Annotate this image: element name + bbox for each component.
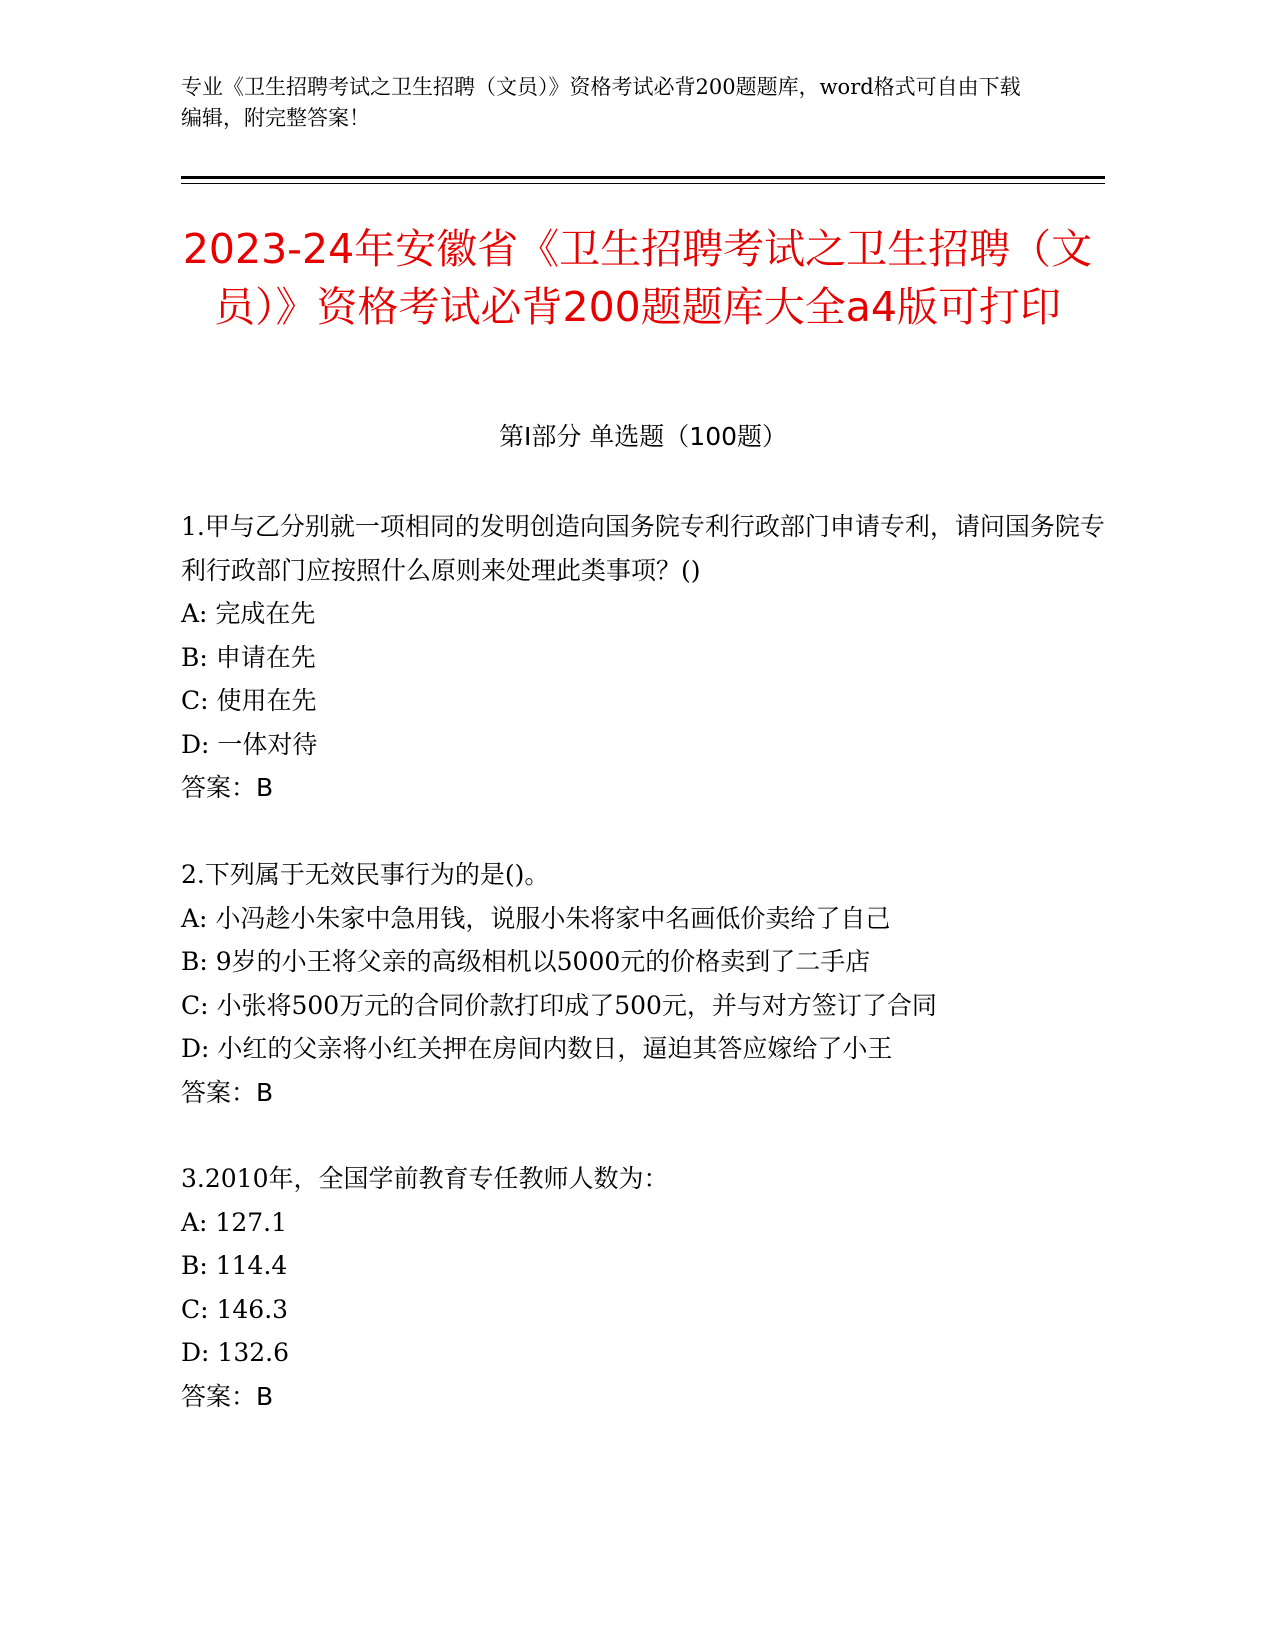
- option-a: A: 127.1: [181, 1207, 287, 1237]
- option-b: B: 9岁的小王将父亲的高级相机以5000元的价格卖到了二手店: [181, 947, 871, 976]
- option-b: B: 申请在先: [181, 642, 316, 672]
- question-3: [181, 1157, 1105, 1418]
- option-d: D: 一体对待: [181, 729, 318, 759]
- answer: 答案：B: [181, 773, 274, 802]
- question-stem: 3.2010年，全国学前教育专任教师人数为：: [181, 1164, 669, 1193]
- document-title: 2023-24年安徽省《卫生招聘考试之卫生招聘（文员）》资格考试必背200题题库大全a4版可打印: [182, 225, 1093, 331]
- question-stem: 2.下列属于无效民事行为的是()。: [181, 860, 550, 889]
- option-c: C: 小张将500万元的合同价款打印成了500元，并与对方签订了合同: [181, 990, 937, 1020]
- header-rule-thick: [181, 176, 1105, 179]
- header-note: 专业《卫生招聘考试之卫生招聘（文员）》资格考试必背200题题库，word格式可自由下载编辑，附完整答案！: [181, 75, 1021, 130]
- option-b: B: 114.4: [181, 1251, 288, 1280]
- answer: 答案：B: [181, 1077, 274, 1107]
- section-title: 第Ⅰ部分 单选题（100题）: [498, 422, 788, 451]
- option-d: D: 132.6: [181, 1338, 289, 1367]
- header-rule-thin: [181, 183, 1105, 184]
- option-a: A: 完成在先: [181, 599, 316, 628]
- question-2: [181, 853, 1105, 1114]
- option-c: C: 使用在先: [181, 686, 317, 715]
- option-a: A: 小冯趁小朱家中急用钱，说服小朱将家中名画低价卖给了自己: [181, 903, 891, 933]
- option-d: D: 小红的父亲将小红关押在房间内数日，逼迫其答应嫁给了小王: [181, 1034, 893, 1063]
- question-stem: 1.甲与乙分别就一项相同的发明创造向国务院专利行政部门申请专利，请问国务院专利行政部门应按照什么原则来处理此类事项？(): [181, 512, 1105, 585]
- option-c: C: 146.3: [181, 1294, 289, 1324]
- answer: 答案：B: [181, 1381, 274, 1411]
- question-1: [181, 505, 1105, 810]
